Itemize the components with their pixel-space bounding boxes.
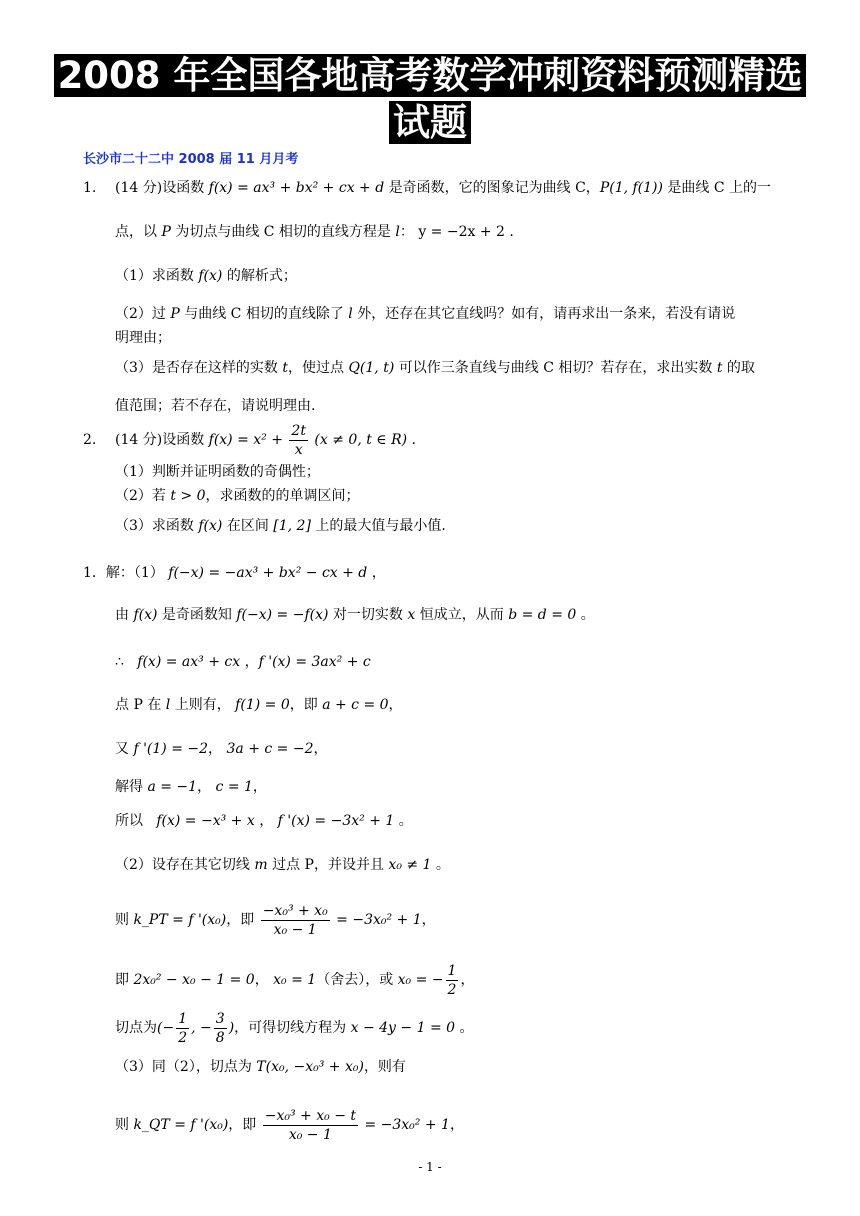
problem1-number: 1. — [83, 180, 97, 196]
solution-line10: 即 2x₀² − x₀ − 1 = 0， x₀ = 1（舍去），或 x₀ = − $\frac{1}{2}$ ， — [115, 962, 475, 998]
problem1-line1: (14 分)设函数 f(x) = ax³ + bx² + cx + d 是奇函数，它的图象记为曲线 C，P(1, f(1)) 是曲线 C 上的一 — [115, 180, 772, 196]
solution-line13: 则 k_QT = f '(x₀)，即 $\frac{\text{−x₀³ + x₀ − t}}{\text{x₀ − 1}}$ = −3x₀² + 1， — [115, 1107, 464, 1143]
problem2-number: 2. — [83, 432, 97, 448]
problem1-question3: （3）是否存在这样的实数 t，使过点 Q(1, t) 可以作三条直线与曲线 C 相切？若存在，求出实数 t 的取 — [115, 360, 755, 376]
solution-fraction-half: $\frac{1}{2}$ — [447, 962, 457, 998]
solution-fraction-kqt: $\frac{\text{−x₀³ + x₀ − t}}{\text{x₀ − 1}}$ — [264, 1107, 356, 1143]
solution-line4: 点 P 在 l 上则有， f(1) = 0，即 a + c = 0， — [115, 697, 403, 713]
solution-line12: （3）同（2），切点为 T(x₀, −x₀³ + x₀)，则有 — [115, 1059, 406, 1075]
problem2-question3: （3）求函数 f(x) 在区间 [1, 2] 上的最大值与最小值. — [115, 518, 446, 534]
solution-line5: 又 f '(1) = −2， 3a + c = −2， — [115, 741, 328, 757]
solution-line9: 则 k_PT = f '(x₀)，即 $\frac{\text{−x₀³ + x₀}}{\text{x₀ − 1}}$ = −3x₀² + 1， — [115, 902, 436, 938]
solution-fraction-tangent-y: $\frac{3}{8}$ — [215, 1010, 225, 1046]
document-title-line2: 试题 — [0, 100, 860, 146]
problem1-question2-cont: 明理由； — [115, 330, 171, 346]
source-label: 长沙市二十二中 2008 届 11 月月考 — [83, 152, 299, 167]
solution-line3: ∴ f(x) = ax³ + cx ，f '(x) = 3ax² + c — [115, 654, 371, 670]
problem1-question1: （1）求函数 f(x) 的解析式； — [115, 268, 297, 284]
solution-fraction-kpt: $\frac{\text{−x₀³ + x₀}}{\text{x₀ − 1}}$ — [262, 902, 328, 938]
page-number: - 1 - — [418, 1160, 442, 1174]
document-title-line1: 2008 年全国各地高考数学冲刺资料预测精选 — [0, 53, 860, 99]
problem2-line1: (14 分)设函数 f(x) = x² + $\frac{2t}{x}$ (x ≠ 0, t ∈ R) . — [115, 422, 417, 458]
solution-fraction-tangent-x: $\frac{1}{2}$ — [178, 1010, 188, 1046]
problem1-question3-cont: 值范围；若不存在，请说明理由. — [115, 398, 316, 414]
solution-line11: 切点为(− $\frac{1}{2}$ , − $\frac{3}{8}$ )，可得切线方程为 x − 4y − 1 = 0 。 — [115, 1010, 474, 1046]
problem2-question1: （1）判断并证明函数的奇偶性； — [115, 464, 320, 480]
problem1-line2: 点，以 P 为切点与曲线 C 相切的直线方程是 l： y = −2x + 2 . — [115, 224, 514, 240]
problem2-fraction: $\frac{2t}{x}$ — [291, 422, 306, 458]
problem1-question2: （2）过 P 与曲线 C 相切的直线除了 l 外，还存在其它直线吗？如有，请再求出一条来，若没有请说 — [115, 306, 736, 322]
solution-line1: 1．解：（1） f(−x) = −ax³ + bx² − cx + d ， — [83, 565, 386, 581]
solution-line7: 所以 f(x) = −x³ + x ， f '(x) = −3x² + 1 。 — [115, 813, 413, 829]
problem2-question2: （2）若 t > 0，求函数的的单调区间； — [115, 488, 360, 504]
solution-line8: （2）设存在其它切线 m 过点 P，并设并且 x₀ ≠ 1 。 — [115, 857, 450, 873]
solution-line6: 解得 a = −1， c = 1， — [115, 779, 267, 795]
solution-line2: 由 f(x) 是奇函数知 f(−x) = −f(x) 对一切实数 x 恒成立，从而 b = d = 0 。 — [115, 607, 595, 623]
